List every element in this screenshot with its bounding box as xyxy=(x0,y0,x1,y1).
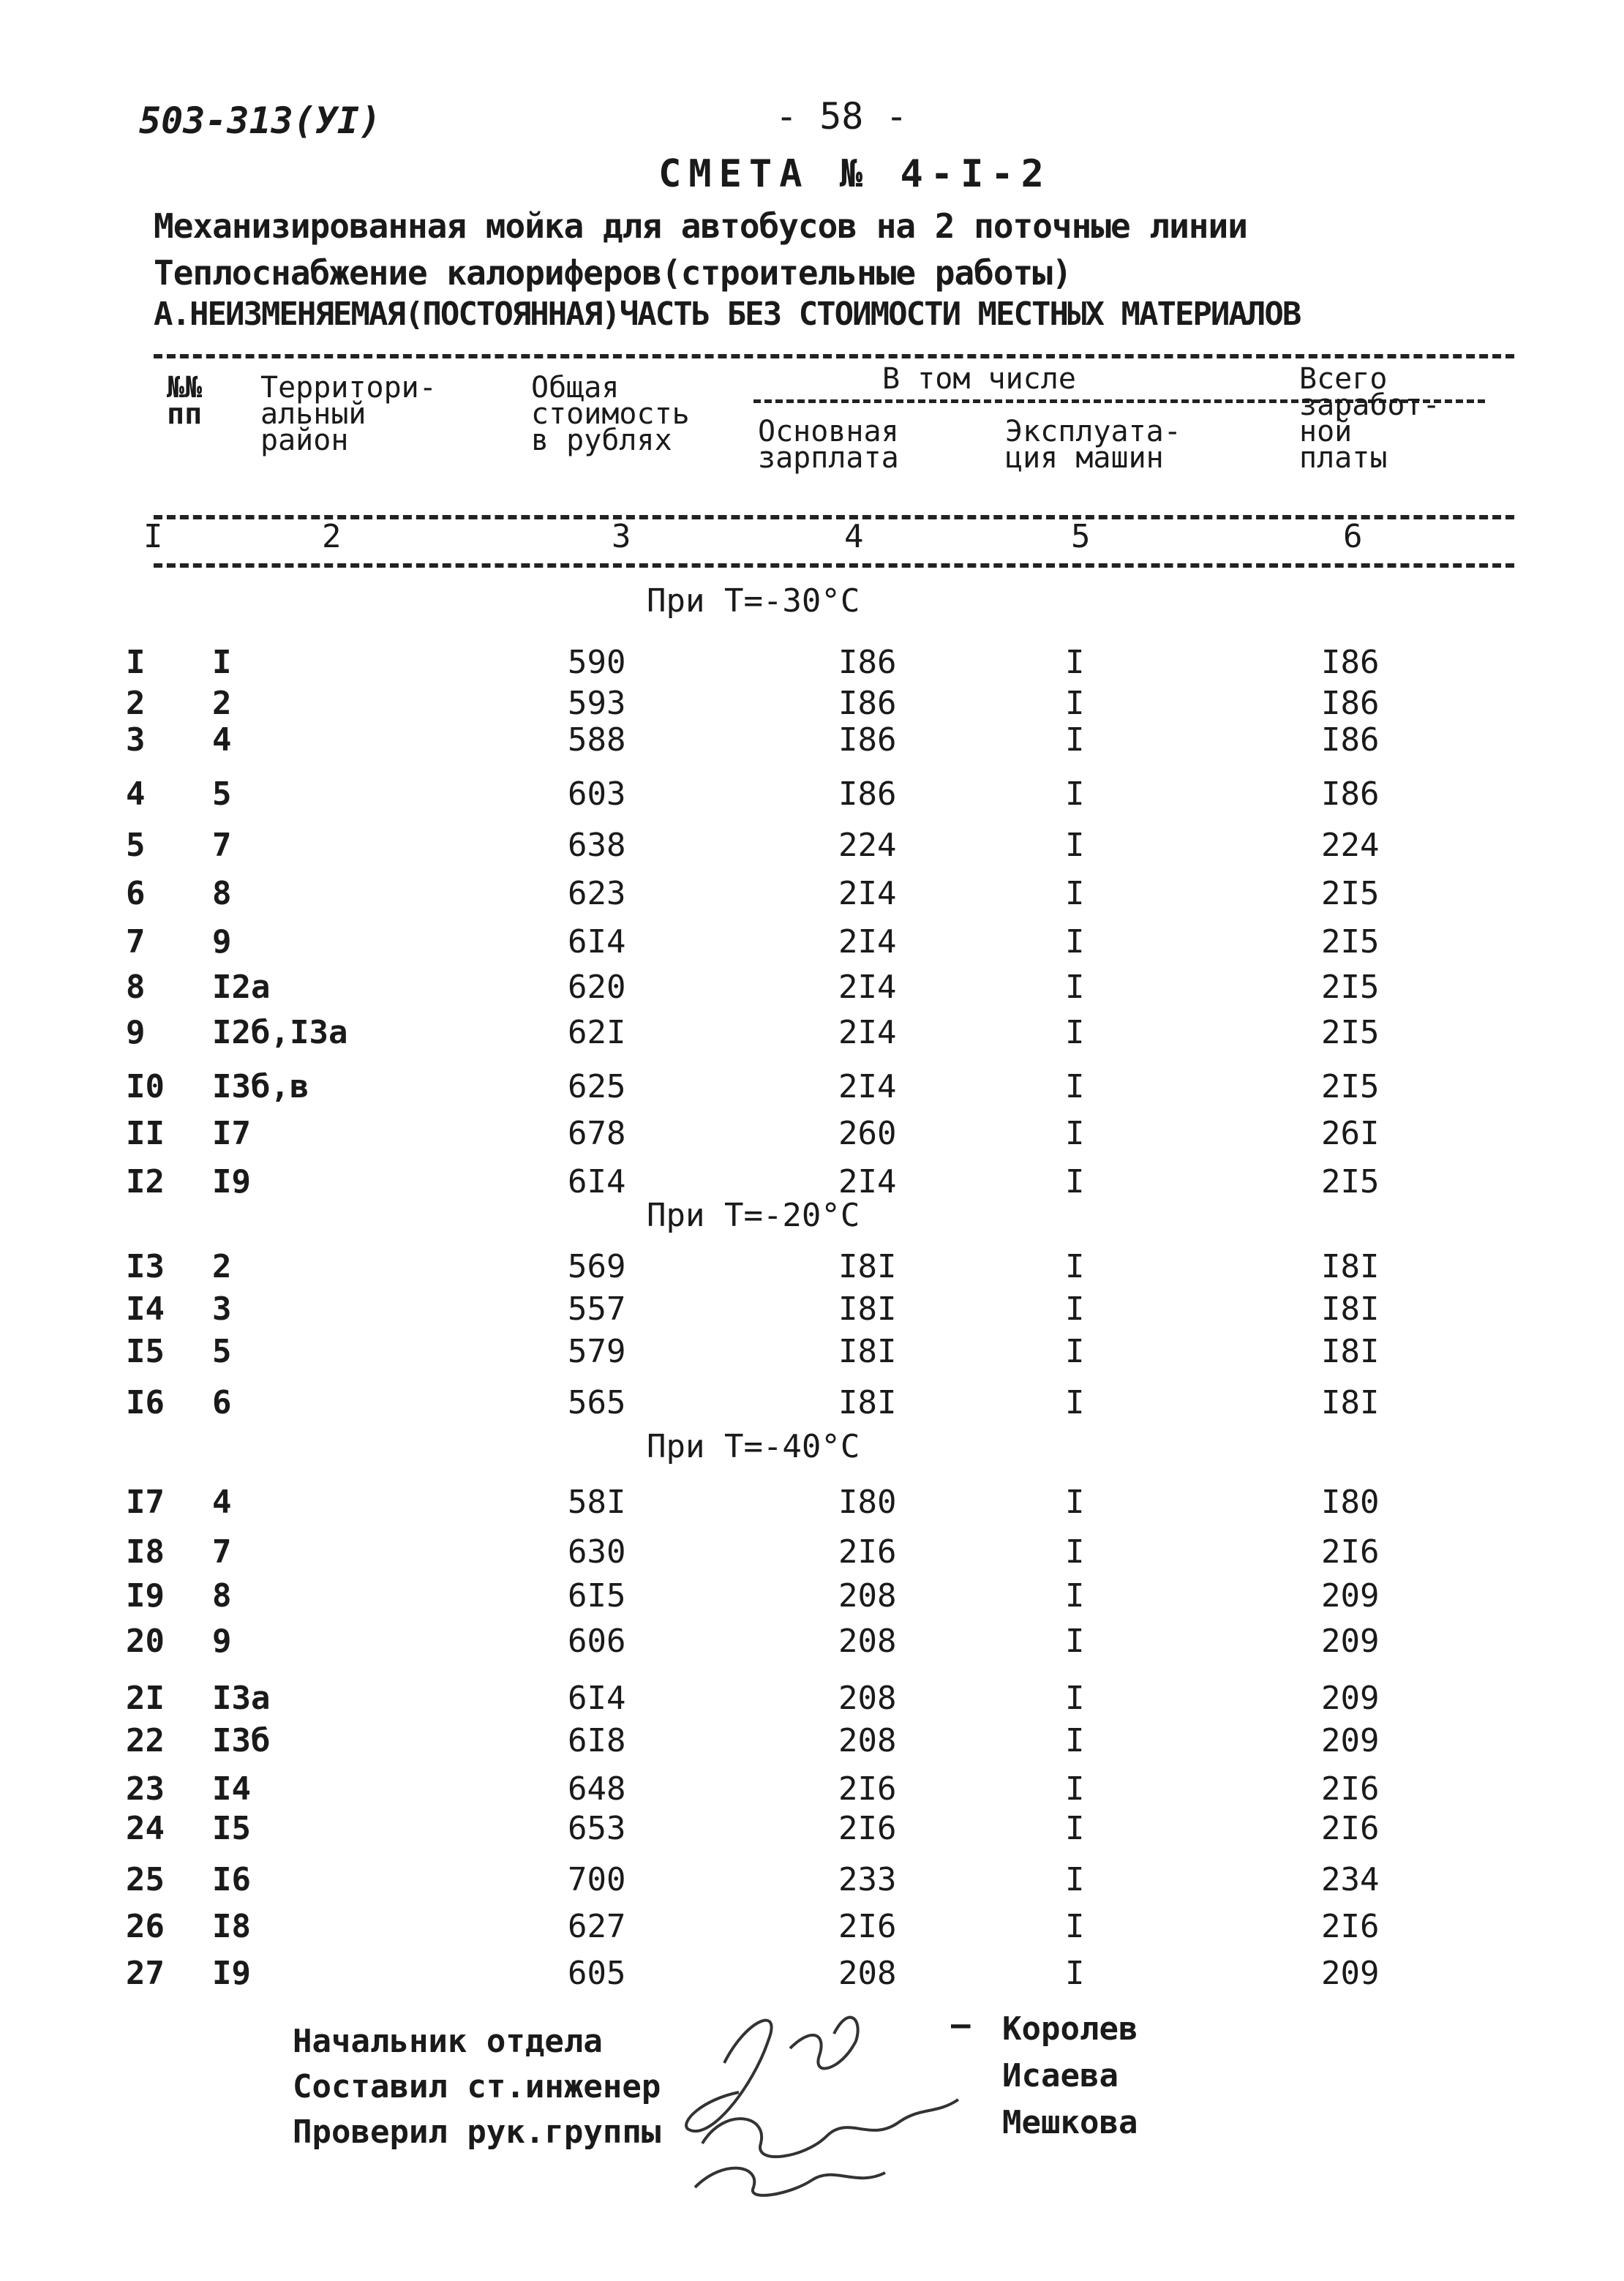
cell-region: 8 xyxy=(212,1577,232,1615)
cell-total-cost: 678 xyxy=(568,1115,626,1152)
cell-machine-operation: I xyxy=(1065,1333,1085,1370)
column-numbers-bottom-rule xyxy=(154,563,1514,568)
cell-total-cost: 593 xyxy=(568,685,626,722)
cell-region: I3б xyxy=(212,1722,271,1759)
cell-number: I5 xyxy=(126,1333,165,1370)
cell-region: I2б,I3а xyxy=(212,1014,348,1051)
cell-total-wage: 2I6 xyxy=(1321,1908,1380,1945)
cell-total-wage: 2I5 xyxy=(1321,1014,1380,1051)
cell-total-cost: 557 xyxy=(568,1290,626,1328)
cell-total-wage: I80 xyxy=(1321,1484,1380,1521)
cell-number: 26 xyxy=(126,1908,165,1945)
cell-total-wage: I86 xyxy=(1321,644,1380,681)
cell-total-cost: 6I4 xyxy=(568,1163,626,1200)
cell-total-cost: 588 xyxy=(568,721,626,759)
cell-total-wage: 2I5 xyxy=(1321,923,1380,961)
cell-total-cost: 6I4 xyxy=(568,1680,626,1717)
cell-base-wage: 2I6 xyxy=(838,1810,897,1847)
cell-total-cost: 630 xyxy=(568,1533,626,1571)
cell-total-wage: 209 xyxy=(1321,1722,1380,1759)
cell-total-wage: 2I5 xyxy=(1321,1163,1380,1200)
column-header-total-cost: Общая стоимость в рублях xyxy=(531,371,690,457)
cell-base-wage: 260 xyxy=(838,1115,897,1152)
name-korolev: Королев xyxy=(1002,2010,1138,2048)
cell-number: I2 xyxy=(126,1163,165,1200)
cell-number: I6 xyxy=(126,1384,165,1421)
cell-total-wage: 2I6 xyxy=(1321,1533,1380,1571)
cell-machine-operation: I xyxy=(1065,1955,1085,1992)
cell-machine-operation: I xyxy=(1065,1861,1085,1898)
cell-machine-operation: I xyxy=(1065,685,1085,722)
cell-region: I3б,в xyxy=(212,1068,309,1105)
column-header-base-wage: Основная зарплата xyxy=(758,415,899,475)
cell-machine-operation: I xyxy=(1065,1384,1085,1421)
cell-base-wage: 2I4 xyxy=(838,1163,897,1200)
cell-number: 25 xyxy=(126,1861,165,1898)
cell-machine-operation: I xyxy=(1065,775,1085,813)
cell-base-wage: 224 xyxy=(838,827,897,864)
cell-number: 20 xyxy=(126,1623,165,1660)
column-header-machine-operation: Эксплуата- ция машин xyxy=(1005,415,1181,475)
cell-machine-operation: I xyxy=(1065,1014,1085,1051)
column-header-region: Территори- альный район xyxy=(260,371,437,457)
cell-base-wage: 2I4 xyxy=(838,1068,897,1105)
handwritten-signature xyxy=(680,1975,988,2209)
cell-total-cost: 625 xyxy=(568,1068,626,1105)
column-header-number: №№ пп xyxy=(167,371,203,431)
cell-region: I6 xyxy=(212,1861,251,1898)
cell-number: 2 xyxy=(126,685,146,722)
cell-base-wage: I86 xyxy=(838,775,897,813)
cell-number: 4 xyxy=(126,775,146,813)
cell-number: 3 xyxy=(126,721,146,759)
cell-number: I3 xyxy=(126,1248,165,1285)
cell-base-wage: 208 xyxy=(838,1955,897,1992)
cell-base-wage: I8I xyxy=(838,1384,897,1421)
column-header-total-wage: Всего заработ- ной платы xyxy=(1299,362,1440,475)
cell-number: 5 xyxy=(126,827,146,864)
cell-total-wage: 26I xyxy=(1321,1115,1380,1152)
cell-base-wage: 2I6 xyxy=(838,1770,897,1808)
cell-machine-operation: I xyxy=(1065,1680,1085,1717)
cell-region: 9 xyxy=(212,1623,232,1660)
page-number: - 58 - xyxy=(775,95,908,138)
column-number-2: 2 xyxy=(322,518,342,555)
cell-total-wage: 2I5 xyxy=(1321,969,1380,1006)
cell-number: 6 xyxy=(126,875,146,912)
cell-region: I2а xyxy=(212,969,271,1006)
cell-total-wage: I86 xyxy=(1321,775,1380,813)
cell-machine-operation: I xyxy=(1065,1722,1085,1759)
cell-total-cost: 6I5 xyxy=(568,1577,626,1615)
section-label: При Т=-40°С xyxy=(647,1428,860,1465)
cell-base-wage: 208 xyxy=(838,1680,897,1717)
cell-region: I9 xyxy=(212,1163,251,1200)
cell-total-wage: I86 xyxy=(1321,721,1380,759)
cell-total-wage: 2I5 xyxy=(1321,1068,1380,1105)
cell-base-wage: 208 xyxy=(838,1623,897,1660)
role-group-leader: Проверил рук.группы xyxy=(293,2113,661,2151)
cell-region: I3а xyxy=(212,1680,271,1717)
cell-region: 5 xyxy=(212,1333,232,1370)
role-head-of-department: Начальник отдела xyxy=(293,2023,603,2060)
cell-total-wage: 224 xyxy=(1321,827,1380,864)
cell-machine-operation: I xyxy=(1065,875,1085,912)
cell-machine-operation: I xyxy=(1065,721,1085,759)
cell-total-cost: 605 xyxy=(568,1955,626,1992)
cell-region: I9 xyxy=(212,1955,251,1992)
cell-base-wage: 2I6 xyxy=(838,1533,897,1571)
cell-total-cost: 590 xyxy=(568,644,626,681)
cell-region: 3 xyxy=(212,1290,232,1328)
cell-number: 27 xyxy=(126,1955,165,1992)
signature-names xyxy=(1002,2006,1138,2146)
cell-machine-operation: I xyxy=(1065,1163,1085,1200)
cell-total-wage: 234 xyxy=(1321,1861,1380,1898)
cell-total-cost: 58I xyxy=(568,1484,626,1521)
cell-total-cost: 603 xyxy=(568,775,626,813)
cell-machine-operation: I xyxy=(1065,827,1085,864)
cell-machine-operation: I xyxy=(1065,1290,1085,1328)
column-header-group: В том числе xyxy=(882,362,1076,396)
cell-number: 24 xyxy=(126,1810,165,1847)
cell-machine-operation: I xyxy=(1065,923,1085,961)
cell-total-cost: 623 xyxy=(568,875,626,912)
cell-base-wage: I86 xyxy=(838,721,897,759)
cell-total-wage: 209 xyxy=(1321,1577,1380,1615)
cell-total-wage: 2I6 xyxy=(1321,1810,1380,1847)
subtitle-section: Теплоснабжение калориферов(строительные работы) xyxy=(154,253,1072,293)
cell-region: I xyxy=(212,644,232,681)
cell-total-cost: 569 xyxy=(568,1248,626,1285)
cell-total-wage: 209 xyxy=(1321,1955,1380,1992)
signature-roles xyxy=(293,2019,661,2155)
cell-region: I7 xyxy=(212,1115,251,1152)
cell-machine-operation: I xyxy=(1065,1770,1085,1808)
subtitle-part: А.НЕИЗМЕНЯЕМАЯ(ПОСТОЯННАЯ)ЧАСТЬ БЕЗ СТОИМОСТИ МЕСТНЫХ МАТЕРИАЛОВ xyxy=(154,296,1301,333)
cell-number: I xyxy=(126,644,146,681)
cell-region: 2 xyxy=(212,1248,232,1285)
cell-machine-operation: I xyxy=(1065,1577,1085,1615)
column-number-3: 3 xyxy=(612,518,631,555)
cell-base-wage: 2I4 xyxy=(838,969,897,1006)
cell-total-cost: 579 xyxy=(568,1333,626,1370)
cell-total-wage: 209 xyxy=(1321,1680,1380,1717)
cell-region: 6 xyxy=(212,1384,232,1421)
cell-base-wage: 2I4 xyxy=(838,875,897,912)
cell-base-wage: 233 xyxy=(838,1861,897,1898)
cell-region: 4 xyxy=(212,721,232,759)
cell-base-wage: I8I xyxy=(838,1248,897,1285)
cell-total-cost: 638 xyxy=(568,827,626,864)
column-number-1: I xyxy=(143,518,163,555)
cell-total-cost: 648 xyxy=(568,1770,626,1808)
role-senior-engineer: Составил ст.инженер xyxy=(293,2068,661,2105)
cell-base-wage: 2I4 xyxy=(838,923,897,961)
cell-base-wage: 2I6 xyxy=(838,1908,897,1945)
cell-total-cost: 700 xyxy=(568,1861,626,1898)
column-number-6: 6 xyxy=(1343,518,1363,555)
cell-total-cost: 6I8 xyxy=(568,1722,626,1759)
cell-machine-operation: I xyxy=(1065,1068,1085,1105)
cell-region: 7 xyxy=(212,1533,232,1571)
cell-region: 9 xyxy=(212,923,232,961)
cell-total-cost: 653 xyxy=(568,1810,626,1847)
cell-region: 5 xyxy=(212,775,232,813)
cell-base-wage: 208 xyxy=(838,1577,897,1615)
cell-machine-operation: I xyxy=(1065,1623,1085,1660)
cell-total-cost: 62I xyxy=(568,1014,626,1051)
cell-total-wage: 209 xyxy=(1321,1623,1380,1660)
cell-number: 8 xyxy=(126,969,146,1006)
cell-region: I8 xyxy=(212,1908,251,1945)
cell-number: I9 xyxy=(126,1577,165,1615)
name-meshkova: Мешкова xyxy=(1002,2104,1138,2141)
cell-base-wage: 208 xyxy=(838,1722,897,1759)
cell-base-wage: I86 xyxy=(838,685,897,722)
section-label: При Т=-30°С xyxy=(647,582,860,620)
cell-number: I8 xyxy=(126,1533,165,1571)
section-label: При Т=-20°С xyxy=(647,1197,860,1234)
document-code: 503-313(УI) xyxy=(139,99,382,142)
cell-number: 9 xyxy=(126,1014,146,1051)
column-number-5: 5 xyxy=(1071,518,1091,555)
cell-total-wage: I8I xyxy=(1321,1384,1380,1421)
cell-base-wage: I86 xyxy=(838,644,897,681)
cell-total-cost: 620 xyxy=(568,969,626,1006)
cell-region: 8 xyxy=(212,875,232,912)
cell-machine-operation: I xyxy=(1065,1115,1085,1152)
cell-machine-operation: I xyxy=(1065,1484,1085,1521)
signature-dash: — xyxy=(951,2006,971,2043)
cell-region: I5 xyxy=(212,1810,251,1847)
cell-number: 2I xyxy=(126,1680,165,1717)
subtitle-object: Механизированная мойка для автобусов на 2 поточные линии xyxy=(154,206,1247,246)
cell-base-wage: I8I xyxy=(838,1290,897,1328)
cell-region: 4 xyxy=(212,1484,232,1521)
cell-region: I4 xyxy=(212,1770,251,1808)
cell-number: II xyxy=(126,1115,165,1152)
cell-region: 7 xyxy=(212,827,232,864)
cell-base-wage: I80 xyxy=(838,1484,897,1521)
cell-total-cost: 6I4 xyxy=(568,923,626,961)
cell-number: I4 xyxy=(126,1290,165,1328)
cell-machine-operation: I xyxy=(1065,969,1085,1006)
cell-machine-operation: I xyxy=(1065,1248,1085,1285)
column-number-4: 4 xyxy=(844,518,864,555)
cell-total-wage: I86 xyxy=(1321,685,1380,722)
cell-number: 22 xyxy=(126,1722,165,1759)
cell-number: I7 xyxy=(126,1484,165,1521)
cell-total-wage: I8I xyxy=(1321,1333,1380,1370)
cell-machine-operation: I xyxy=(1065,1533,1085,1571)
column-numbers-top-rule xyxy=(154,515,1514,519)
cell-base-wage: 2I4 xyxy=(838,1014,897,1051)
cell-base-wage: I8I xyxy=(838,1333,897,1370)
cell-number: I0 xyxy=(126,1068,165,1105)
cell-machine-operation: I xyxy=(1065,1810,1085,1847)
cell-total-wage: I8I xyxy=(1321,1290,1380,1328)
name-isaeva: Исаева xyxy=(1002,2057,1119,2094)
cell-total-wage: I8I xyxy=(1321,1248,1380,1285)
cell-number: 7 xyxy=(126,923,146,961)
table-top-rule xyxy=(154,354,1514,358)
cell-region: 2 xyxy=(212,685,232,722)
cell-total-cost: 565 xyxy=(568,1384,626,1421)
cell-number: 23 xyxy=(126,1770,165,1808)
cell-total-cost: 606 xyxy=(568,1623,626,1660)
cell-total-wage: 2I5 xyxy=(1321,875,1380,912)
cell-machine-operation: I xyxy=(1065,1908,1085,1945)
document-title: СМЕТА № 4-I-2 xyxy=(658,152,1051,196)
cell-machine-operation: I xyxy=(1065,644,1085,681)
cell-total-cost: 627 xyxy=(568,1908,626,1945)
cell-total-wage: 2I6 xyxy=(1321,1770,1380,1808)
